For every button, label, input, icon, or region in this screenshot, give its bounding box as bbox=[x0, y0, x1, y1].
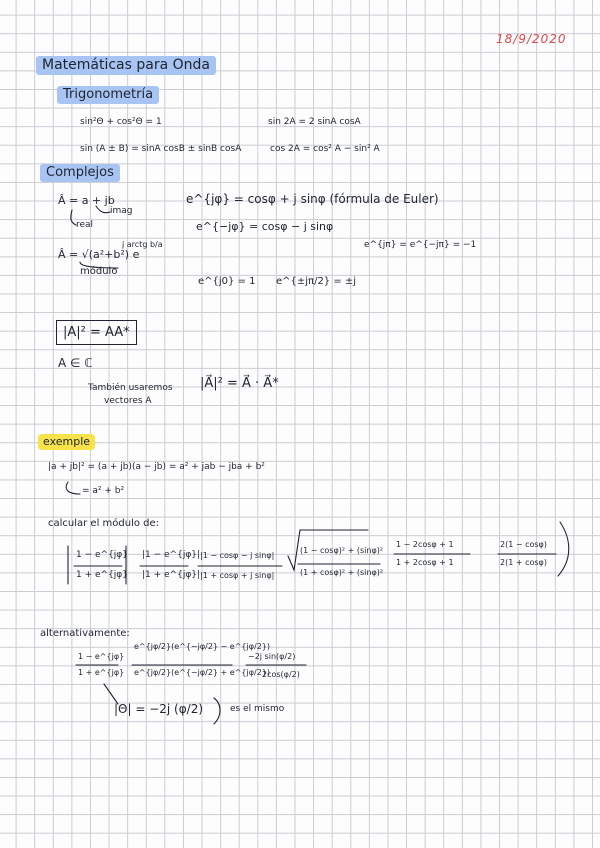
calc-step1-num: |1 − e^{jφ}| bbox=[142, 550, 201, 560]
imag-arrow bbox=[96, 206, 110, 213]
abs-square-box: |A|² = AA* bbox=[56, 320, 137, 345]
alt-lhs-num: 1 − e^{jφ} bbox=[78, 652, 125, 661]
calc-step2-num: |1 − cosφ − j sinφ| bbox=[200, 551, 275, 560]
calc-step2-den: |1 + cosφ + j sinφ| bbox=[200, 571, 275, 580]
e-jpi2: e^{±jπ/2} = ±j bbox=[276, 276, 357, 287]
trig-identity-3: sin (A ± B) = sinA cosB ± sinB cosA bbox=[80, 144, 242, 154]
imag-label: imag bbox=[110, 206, 133, 216]
trig-identity-2: sin 2A = 2 sinA cosA bbox=[268, 117, 361, 127]
theta-note: es el mismo bbox=[230, 704, 285, 714]
calc-lhs-den: 1 + e^{jφ} bbox=[76, 570, 128, 580]
e-j0: e^{j0} = 1 bbox=[198, 276, 256, 287]
alt-arrow bbox=[104, 684, 118, 704]
polar-form: Â = √(a²+b²) e bbox=[58, 248, 140, 261]
calc-step4-den: 1 + 2cosφ + 1 bbox=[396, 558, 454, 567]
calc-step5-den: 2(1 + cosφ) bbox=[500, 558, 547, 567]
calc-step1-den: |1 + e^{jφ}| bbox=[142, 570, 201, 580]
theta-bracket bbox=[214, 698, 220, 724]
alt-rhs-num: −2j sin(φ/2) bbox=[248, 652, 296, 661]
page-date: 18/9/2020 bbox=[496, 32, 567, 46]
vectors-note-1: También usaremos bbox=[88, 383, 173, 393]
vectors-note-2: vectores A bbox=[104, 396, 152, 406]
hook-arrow bbox=[66, 482, 80, 494]
calc-step5-num: 2(1 − cosφ) bbox=[500, 540, 547, 549]
page-title: Matemáticas para Onda bbox=[36, 56, 216, 75]
example-line-2: = a² + b² bbox=[82, 486, 125, 496]
calc-lhs-num: 1 − e^{jφ} bbox=[76, 550, 128, 560]
calc-step4-num: 1 − 2cosφ + 1 bbox=[396, 540, 454, 549]
calc-label: calcular el módulo de: bbox=[48, 518, 160, 529]
trig-identity-1: sin²Θ + cos²Θ = 1 bbox=[80, 117, 162, 127]
alt-mid-den: e^{jφ/2}(e^{−jφ/2} + e^{jφ/2}) bbox=[134, 668, 271, 677]
complex-a-form: Â = a + jb bbox=[58, 194, 115, 207]
section-trig: Trigonometría bbox=[57, 86, 159, 104]
real-label: real bbox=[76, 220, 94, 230]
section-complejos: Complejos bbox=[40, 164, 120, 182]
theta-result: |Θ| = −2j (φ/2) bbox=[114, 702, 204, 716]
polar-exponent: j arctg b/a bbox=[122, 240, 163, 249]
alt-mid-num: e^{jφ/2}(e^{−jφ/2} − e^{jφ/2}) bbox=[134, 642, 271, 651]
e-jpi: e^{jπ} = e^{−jπ} = −1 bbox=[364, 240, 477, 250]
calc-step3-num: (1 − cosφ)² + (sinφ)² bbox=[300, 546, 384, 555]
section-ejemplo: exemple bbox=[38, 434, 95, 450]
euler-conjugate: e^{−jφ} = cosφ − j sinφ bbox=[196, 220, 334, 233]
calc-bracket bbox=[558, 522, 569, 576]
example-line-1: |a + jb|² = (a + jb)(a − jb) = a² + jab − jba + b² bbox=[48, 462, 265, 472]
alt-lhs-den: 1 + e^{jφ} bbox=[78, 668, 125, 677]
alt-label: alternativamente: bbox=[40, 628, 130, 639]
calc-step3-den: (1 + cosφ)² + (sinφ)² bbox=[300, 568, 384, 577]
trig-identity-4: cos 2A = cos² A − sin² A bbox=[270, 144, 380, 154]
a-in-c: A ∈ ℂ bbox=[58, 356, 93, 370]
modulo-label: módulo bbox=[80, 266, 118, 277]
euler-formula: e^{jφ} = cosφ + j sinφ (fórmula de Euler) bbox=[186, 192, 439, 206]
alt-rhs-den: 2cos(φ/2) bbox=[262, 670, 300, 679]
vector-abs: |A⃗|² = A⃗ · A⃗* bbox=[200, 376, 279, 391]
